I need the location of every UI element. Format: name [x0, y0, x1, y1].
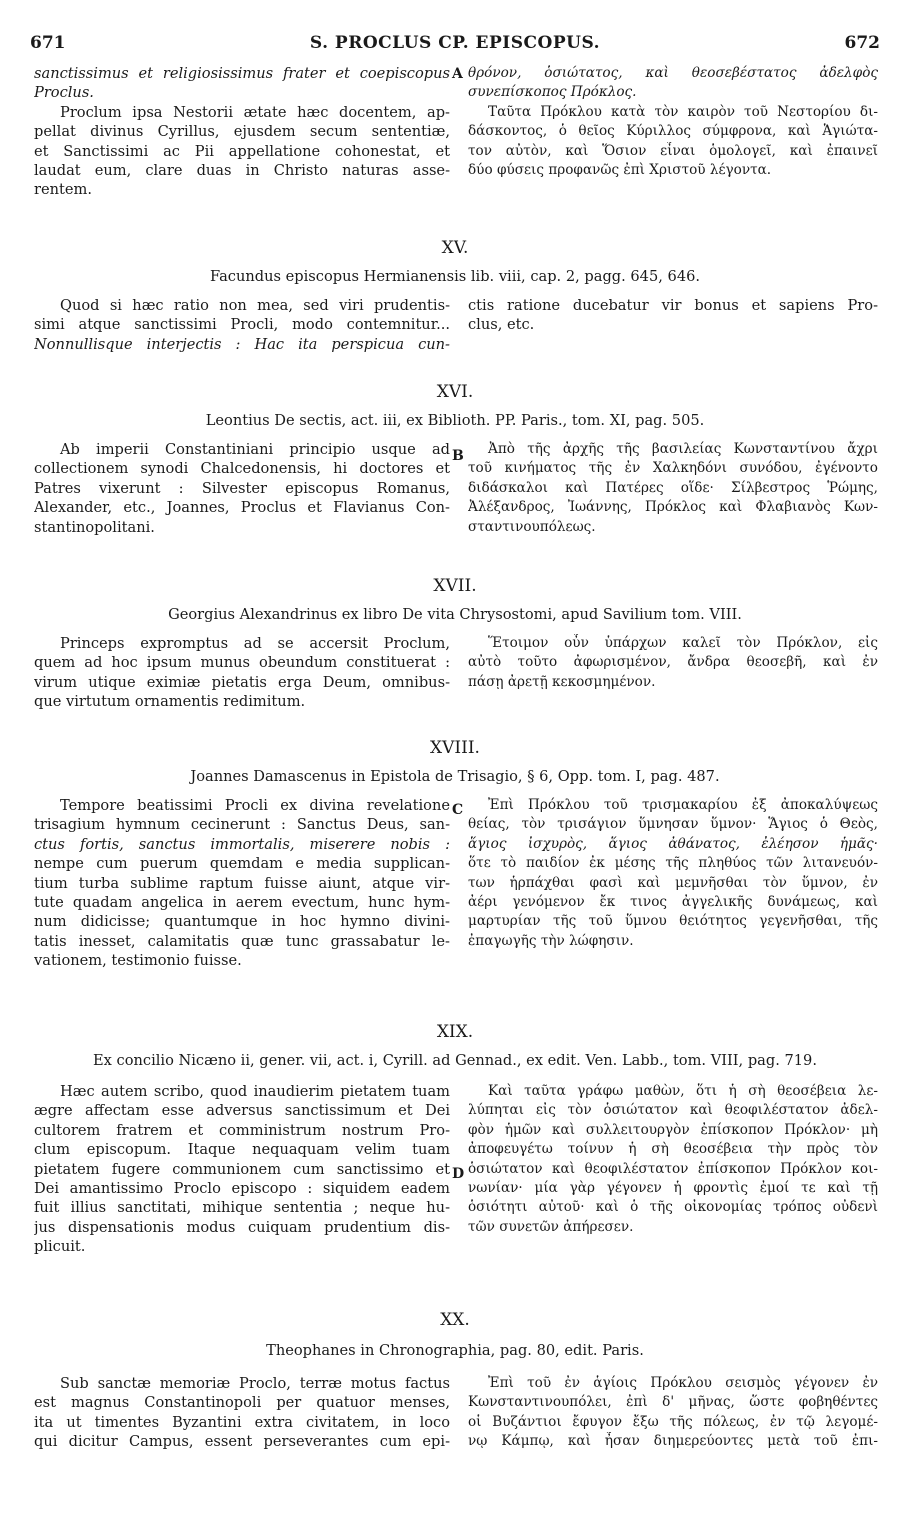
text-line: simi atque sanctissimi Procli, modo contemnitur... — [34, 316, 450, 334]
page-number-left: 671 — [30, 33, 66, 53]
text-line: ita ut timentes Byzantini extra civitatem, in loco — [34, 1413, 450, 1431]
page-number-right: 672 — [844, 33, 880, 53]
text-line: Sub sanctæ memoriæ Proclo, terræ motus factus — [60, 1375, 450, 1392]
text-line: Proclus. — [34, 84, 94, 102]
text-line: quem ad hoc ipsum munus obeundum constituerat : — [34, 654, 450, 672]
section-numeral: XVIII. — [430, 738, 480, 758]
text-line: stantinopolitani. — [34, 518, 155, 536]
text-line: ἅγιος ἰσχυρὸς, ἅγιος ἀθάνατος, ἐλέησον ἡμᾶς· — [468, 835, 878, 852]
intro-latin — [34, 64, 450, 200]
section-greek — [468, 1374, 878, 1452]
section-latin — [34, 440, 450, 537]
text-line: οἱ Βυζάντιοι ἔφυγον ἔξω τῆς πόλεως, ἐν τῷ λεγομέ- — [468, 1413, 878, 1430]
text-line: τῶν συνετῶν ἀπήρεσεν. — [468, 1218, 634, 1235]
text-line: Καὶ ταῦτα γράφω μαθὼν, ὅτι ἡ σὴ θεοσέβεια λε- — [488, 1083, 878, 1099]
text-line: Ταῦτα Πρόκλου κατὰ τὸν καιρὸν τοῦ Νεστορίου δι- — [488, 103, 878, 120]
text-line: que virtutum ornamentis redimitum. — [34, 693, 306, 711]
text-line: pietatem fugere communionem cum sanctissimo et — [34, 1160, 450, 1178]
text-line: sanctissimus et religiosissimus frater et coepiscopus — [34, 65, 450, 82]
text-line: δάσκοντος, ὁ θεῖος Κύριλλος σύμφρονα, καὶ Ἁγιώτα- — [468, 123, 878, 140]
text-line: νῳ Κάμπῳ, καὶ ἦσαν διημερεύοντες μετὰ τοῦ ἐπι- — [468, 1433, 878, 1450]
section-latin — [34, 1374, 450, 1452]
section-latin — [34, 296, 450, 354]
section-source: Georgius Alexandrinus ex libro De vita Chrysostomi, apud Savilium tom. VIII. — [168, 606, 742, 623]
text-line: ἀποφευγέτω τοίνυν ἡ σὴ θεοσέβεια τὴν πρὸς τὸν — [468, 1141, 878, 1158]
text-line: clus, etc. — [468, 316, 535, 334]
section-source: Joannes Damascenus in Epistola de Trisagio, § 6, Opp. tom. I, pag. 487. — [190, 768, 720, 785]
margin-marker-a: A — [452, 66, 463, 82]
text-line: Patres vixerunt : Silvester episcopus Romanus, — [34, 479, 450, 497]
text-line: λύπηται εἰς τὸν ὁσιώτατον καὶ θεοφιλέστατον ἀδελ- — [468, 1102, 878, 1119]
text-line: Ἐπὶ τοῦ ἐν ἁγίοις Πρόκλου σεισμὸς γέγονεν ἐν — [488, 1375, 878, 1391]
text-line: θρόνον, ὁσιώτατος, καὶ θεοσεβέστατος ἀδελφὸς — [468, 65, 878, 81]
text-line: laudat eum, clare duas in Christo naturas asse- — [34, 162, 450, 180]
text-line: Ἕτοιμον οὖν ὑπάρχων καλεῖ τὸν Πρόκλον, εἰς — [488, 635, 878, 651]
text-line: Nonnullisque interjectis : Hac ita perspicua cun- — [34, 335, 450, 353]
section-numeral: XVII. — [433, 576, 477, 596]
text-line: φὸν ἡμῶν καὶ συλλειτουργὸν ἐπίσκοπον Πρόκλον· μὴ — [468, 1121, 878, 1138]
section-greek — [468, 634, 878, 692]
text-line: fuit illius sanctitati, mihique sententia ; neque hu- — [34, 1199, 450, 1217]
text-line: Tempore beatissimi Procli ex divina revelatione — [60, 797, 450, 814]
section-greek — [468, 1082, 878, 1237]
text-line: Proclum ipsa Nestorii ætate hæc docentem, ap- — [60, 103, 450, 121]
section-greek — [468, 796, 878, 951]
section-greek — [468, 440, 878, 537]
section-numeral: XV. — [441, 238, 469, 258]
section-latin — [34, 796, 450, 971]
text-line: Dei amantissimo Proclo episcopo : siquidem eadem — [34, 1180, 450, 1198]
text-line: μαρτυρίαν τῆς τοῦ ὕμνου θειότητος γεγενῆσθαι, τῆς — [468, 913, 878, 930]
section-numeral: XVI. — [436, 382, 474, 402]
text-line: ægre affectam esse adversus sanctissimum et Dei — [34, 1102, 450, 1120]
text-line: Alexander, etc., Joannes, Proclus et Flavianus Con- — [34, 499, 450, 517]
section-latin — [34, 1082, 450, 1257]
text-line: pellat divinus Cyrillus, ejusdem secum sententiæ, — [34, 123, 450, 141]
text-line: tute quadam angelica in aerem evectum, hunc hym- — [34, 894, 450, 912]
text-line: Ἀπὸ τῆς ἀρχῆς τῆς βασιλείας Κωνσταντίνου ἄχρι — [488, 441, 878, 457]
text-line: Κωνσταντινουπόλει, ἐπὶ δ' μῆνας, ὥστε φοβηθέντες — [468, 1394, 878, 1411]
text-line: διδάσκαλοι καὶ Πατέρες οἵδε· Σίλβεστρος Ῥώμης, — [468, 479, 878, 496]
intro-greek — [468, 64, 878, 180]
text-line: σταντινουπόλεως. — [468, 518, 596, 535]
text-line: tium turba sublime raptum fuisse aiunt, atque vir- — [34, 874, 450, 892]
section-numeral: XIX. — [436, 1022, 474, 1042]
text-line: Ἀλέξανδρος, Ἰωάννης, Πρόκλος καὶ Φλαβιανὸς Κων- — [468, 499, 878, 516]
text-line: trisagium hymnum cecinerunt : Sanctus Deus, san- — [34, 816, 450, 834]
text-line: Ab imperii Constantiniani principio usque ad — [60, 441, 450, 458]
text-line: clum episcopum. Itaque nequaquam velim tuam — [34, 1141, 450, 1159]
text-line: ἐπαγωγῆς τὴν λώφησιν. — [468, 932, 634, 949]
section-source: Theophanes in Chronographia, pag. 80, edit. Paris. — [266, 1342, 644, 1359]
section-latin-continued — [468, 296, 878, 335]
text-line: ὁσιότητι αὐτοῦ· καὶ ὁ τῆς οἰκονομίας τρόπος οὐδενὶ — [468, 1199, 878, 1216]
text-line: συνεπίσκοπος Πρόκλος. — [468, 84, 637, 101]
margin-marker-b: B — [452, 448, 464, 464]
text-line: est magnus Constantinopoli per quatuor menses, — [34, 1394, 450, 1412]
text-line: πάσῃ ἀρετῇ κεκοσμημένον. — [468, 673, 656, 690]
text-line: num didicisse; quantumque in hoc hymno divini- — [34, 913, 450, 931]
text-line: rentem. — [34, 181, 92, 199]
text-line: qui dicitur Campus, essent perseverantes cum epi- — [34, 1433, 450, 1451]
text-line: tatis inesset, calamitatis quæ tunc grassabatur le- — [34, 932, 450, 950]
text-line: δύο φύσεις προφανῶς ἐπὶ Χριστοῦ λέγοντα. — [468, 162, 772, 179]
text-line: τον αὐτὸν, καὶ Ὅσιον εἶναι ὁμολογεῖ, καὶ ἐπαινεῖ — [468, 142, 878, 159]
text-line: ἀέρι γενόμενον ἔκ τινος ἀγγελικῆς δυνάμεως, καὶ — [468, 894, 878, 911]
text-line: νωνίαν· μία γὰρ γέγονεν ἡ φροντὶς ἐμοί τε καὶ τῇ — [468, 1180, 878, 1197]
running-header — [30, 33, 880, 57]
text-line: jus dispensationis modus cuiquam prudentium dis- — [34, 1218, 450, 1236]
running-title: S. PROCLUS CP. EPISCOPUS. — [309, 33, 601, 53]
text-line: virum utique eximiæ pietatis erga Deum, omnibus- — [34, 673, 450, 691]
text-line: vationem, testimonio fuisse. — [34, 952, 242, 970]
section-latin — [34, 634, 450, 712]
text-line: Hæc autem scribo, quod inaudierim pietatem tuam — [60, 1083, 450, 1100]
text-line: ctus fortis, sanctus immortalis, miserere nobis : — [34, 835, 450, 853]
text-line: et Sanctissimi ac Pii appellatione cohonestat, et — [34, 142, 450, 160]
section-source: Ex concilio Nicæno ii, gener. vii, act. i, Cyrill. ad Gennad., ex edit. Ven. Labb., tom. VIII, pag. 719. — [93, 1052, 817, 1069]
text-line: τοῦ κινήματος τῆς ἐν Χαλκηδόνι συνόδου, ἐγένοντο — [468, 460, 878, 477]
text-line: θείας, τὸν τρισάγιον ὕμνησαν ὕμνον· Ἅγιος ὁ Θεὸς, — [468, 816, 878, 833]
text-line: cultorem fratrem et comministrum nostrum Pro- — [34, 1121, 450, 1139]
section-source: Leontius De sectis, act. iii, ex Biblioth. PP. Paris., tom. XI, pag. 505. — [205, 412, 705, 429]
text-line: plicuit. — [34, 1238, 86, 1256]
text-line: των ἡρπάχθαι φασὶ καὶ μεμνῆσθαι τὸν ὕμνον, ἐν — [468, 874, 878, 891]
text-line: collectionem synodi Chalcedonensis, hi doctores et — [34, 460, 450, 478]
text-line: Ἐπὶ Πρόκλου τοῦ τρισμακαρίου ἐξ ἀποκαλύψεως — [488, 797, 878, 813]
text-line: ctis ratione ducebatur vir bonus et sapiens Pro- — [468, 297, 878, 314]
text-line: nempe cum puerum quemdam e media supplican- — [34, 855, 450, 873]
text-line: ὅτε τὸ παιδίον ἐκ μέσης τῆς πληθύος τῶν λιτανευόν- — [468, 855, 878, 872]
section-source: Facundus episcopus Hermianensis lib. viii, cap. 2, pagg. 645, 646. — [209, 268, 701, 285]
text-line: αὐτὸ τοῦτο ἀφωρισμένον, ἄνδρα θεοσεβῆ, καὶ ἐν — [468, 654, 878, 671]
margin-marker-d: D — [452, 1166, 465, 1182]
section-numeral: XX. — [440, 1310, 470, 1330]
margin-marker-c: C — [452, 802, 464, 818]
text-line: Quod si hæc ratio non mea, sed viri prudentis- — [60, 297, 450, 314]
text-line: ὁσιώτατον καὶ θεοφιλέστατον ἐπίσκοπον Πρόκλον κοι- — [468, 1160, 878, 1177]
text-line: Princeps expromptus ad se accersit Proclum, — [60, 635, 450, 652]
